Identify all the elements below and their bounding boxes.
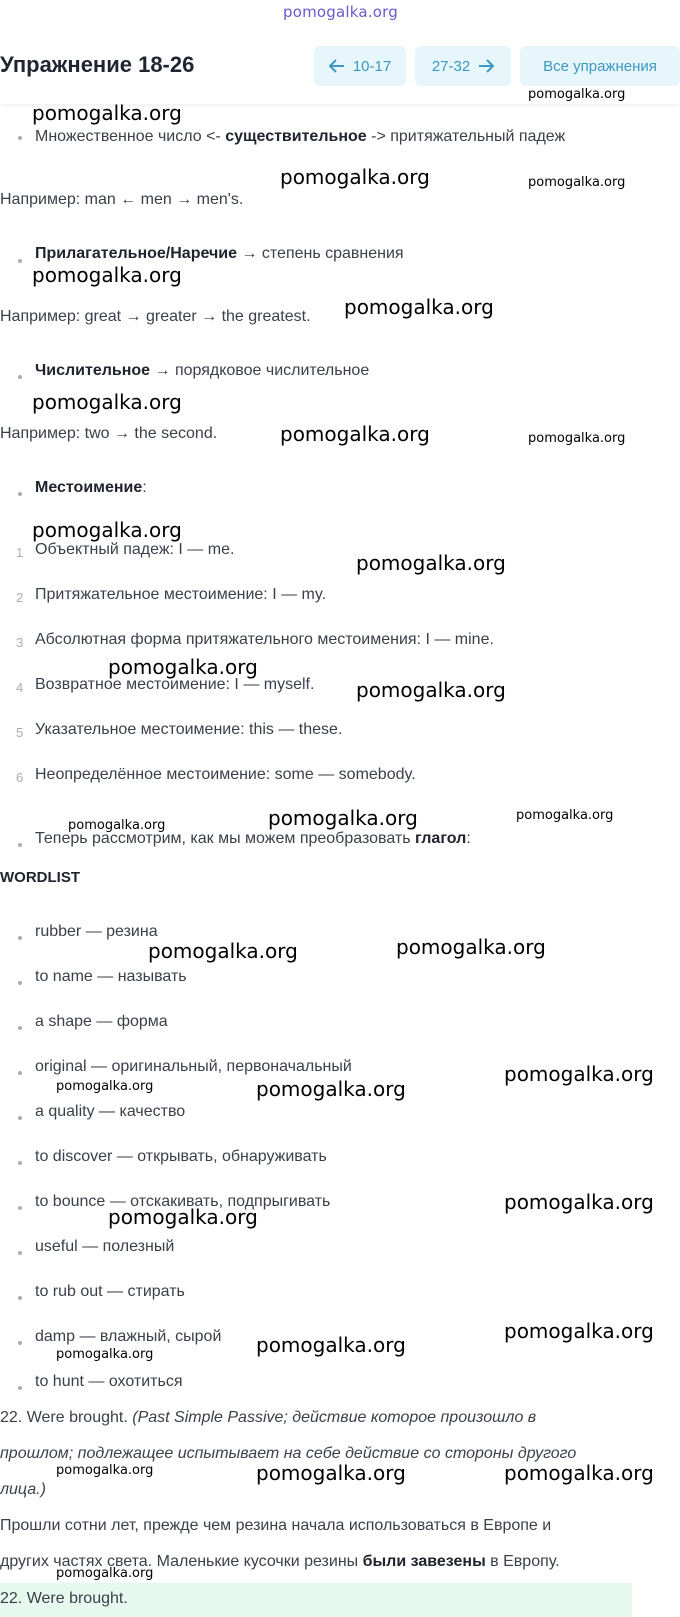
watermark: pomogalka.org [516, 808, 614, 823]
bullet-dot [18, 1161, 22, 1165]
wordlist-item: original — оригинальный, первоначальный [35, 1058, 352, 1075]
pronoun-item: Указательное местоимение: this — these. [35, 721, 343, 738]
watermark: pomogalka.org [504, 1319, 654, 1343]
watermark: pomogalka.org [356, 678, 506, 702]
rule-noun: Множественное число <- существительное -> притяжательный падеж [35, 128, 566, 145]
watermark: pomogalka.org [256, 1333, 406, 1357]
wordlist-item: a shape — форма [35, 1013, 168, 1030]
watermark: pomogalka.org [504, 1062, 654, 1086]
watermark: pomogalka.org [32, 101, 182, 125]
wordlist-item: to hunt — охотиться [35, 1373, 183, 1390]
wordlist-item: to discover — открывать, обнаруживать [35, 1148, 327, 1165]
rule-adjective: Прилагательное/Наречие → степень сравнения [35, 245, 404, 262]
bullet-dot [18, 1071, 22, 1075]
bullet-dot [18, 936, 22, 940]
answer-highlight-text: 22. Were brought. [0, 1590, 128, 1607]
bullet-dot [18, 259, 22, 263]
list-number: 3 [16, 635, 24, 650]
bullet-dot [18, 375, 22, 379]
watermark: pomogalka.org [356, 551, 506, 575]
page-title: Упражнение 18-26 [0, 52, 195, 77]
watermark: pomogalka.org [108, 1205, 258, 1229]
watermark: pomogalka.org [68, 818, 166, 833]
answer-line: прошлом; подлежащее испытывает на себе действие со стороны другого [0, 1445, 577, 1462]
bullet-dot [18, 1026, 22, 1030]
rule-numeral-example: Например: two → the second. [0, 425, 218, 442]
answer-line: 22. Were brought. (Past Simple Passive; действие которое произошло в [0, 1409, 537, 1426]
watermark: pomogalka.org [56, 1347, 154, 1362]
pronoun-item: Притяжательное местоимение: I — my. [35, 586, 327, 603]
pronoun-item: Возвратное местоимение: I — myself. [35, 676, 315, 693]
bullet-dot [18, 1341, 22, 1345]
watermark: pomogalka.org [256, 1077, 406, 1101]
watermark: pomogalka.org [32, 390, 182, 414]
bullet-dot [18, 492, 22, 496]
prev-exercises-label: 10-17 [352, 57, 392, 75]
watermark: pomogalka.org [504, 1190, 654, 1214]
translation-line: Прошли сотни лет, прежде чем резина начала использоваться в Европе и [0, 1517, 552, 1534]
wordlist-item: rubber — резина [35, 923, 158, 940]
wordlist-item: to bounce — отскакивать, подпрыгивать [35, 1193, 331, 1210]
watermark: pomogalka.org [256, 1461, 406, 1485]
wordlist-heading: WORDLIST [0, 869, 80, 886]
watermark: pomogalka.org [56, 1463, 154, 1478]
prev-exercises-button[interactable] [314, 46, 406, 86]
watermark: pomogalka.org [56, 1079, 154, 1094]
watermark: pomogalka.org [148, 939, 298, 963]
next-exercises-button[interactable] [415, 46, 511, 86]
arrow-left-icon [329, 59, 345, 73]
bullet-dot [18, 1206, 22, 1210]
bullet-dot [18, 843, 22, 847]
wordlist-item: damp — влажный, сырой [35, 1328, 222, 1345]
watermark: pomogalka.org [528, 175, 626, 190]
bullet-dot [18, 1116, 22, 1120]
list-number: 2 [16, 590, 24, 605]
watermark: pomogalka.org [56, 1566, 154, 1581]
watermark: pomogalka.org [344, 295, 494, 319]
verb-rule: Теперь рассмотрим, как мы можем преобразовать глагол: [35, 830, 471, 847]
all-exercises-button[interactable] [520, 46, 680, 86]
list-number: 6 [16, 770, 24, 785]
translation-line: других частях света. Маленькие кусочки резины были завезены в Европу. [0, 1553, 560, 1570]
next-exercises-label: 27-32 [431, 57, 471, 75]
list-number: 5 [16, 725, 24, 740]
rule-pronoun: Местоимение: [35, 479, 147, 496]
pronoun-item: Абсолютная форма притяжательного местоимения: I — mine. [35, 631, 494, 648]
wordlist-item: to name — называть [35, 968, 187, 985]
bullet-dot [18, 981, 22, 985]
wordlist-item: a quality — качество [35, 1103, 186, 1120]
watermark: pomogalka.org [280, 165, 430, 189]
wordlist-item: useful — полезный [35, 1238, 175, 1255]
site-logo[interactable]: pomogalka.org [283, 3, 398, 21]
rule-noun-example: Например: man ← men → men's. [0, 191, 244, 208]
all-exercises-label: Все упражнения [543, 57, 657, 75]
rule-numeral: Числительное → порядковое числительное [35, 362, 370, 379]
bullet-dot [18, 136, 22, 140]
watermark: pomogalka.org [528, 431, 626, 446]
pronoun-item: Неопределённое местоимение: some — somebody. [35, 766, 416, 783]
list-number: 1 [16, 545, 24, 560]
watermark: pomogalka.org [504, 1461, 654, 1485]
wordlist-item: to rub out — стирать [35, 1283, 185, 1300]
list-number: 4 [16, 680, 24, 695]
arrow-right-icon [478, 59, 494, 73]
bullet-dot [18, 1296, 22, 1300]
rule-adjective-example: Например: great → greater → the greatest. [0, 308, 311, 325]
watermark: pomogalka.org [32, 263, 182, 287]
pronoun-item: Объектный падеж: I — me. [35, 541, 235, 558]
watermark: pomogalka.org [268, 806, 418, 830]
watermark: pomogalka.org [396, 935, 546, 959]
bullet-dot [18, 1251, 22, 1255]
watermark: pomogalka.org [528, 87, 626, 102]
answer-line: лица.) [0, 1481, 46, 1498]
watermark: pomogalka.org [280, 422, 430, 446]
bullet-dot [18, 1386, 22, 1390]
watermark: pomogalka.org [32, 518, 182, 542]
watermark: pomogalka.org [108, 655, 258, 679]
